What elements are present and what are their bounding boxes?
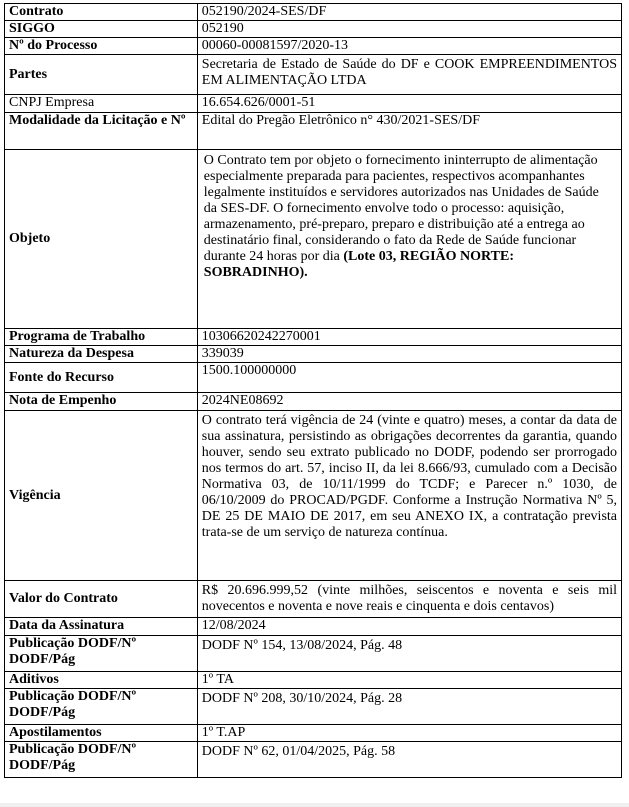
value-natureza: 339039 bbox=[197, 346, 621, 363]
label-empenho: Nota de Empenho bbox=[5, 393, 198, 411]
label-aditivos: Aditivos bbox=[5, 672, 198, 689]
row-natureza bbox=[5, 346, 622, 363]
value-apostilamentos: 1º T.AP bbox=[197, 725, 621, 742]
value-publicacao-1: DODF Nº 154, 13/08/2024, Pág. 48 bbox=[197, 636, 621, 672]
label-partes: Partes bbox=[5, 55, 198, 95]
label-publicacao-3: Publicação DODF/Nº DODF/Pág bbox=[5, 742, 198, 778]
label-publicacao-1: Publicação DODF/Nº DODF/Pág bbox=[5, 636, 198, 672]
row-empenho bbox=[5, 393, 622, 411]
label-publicacao-2: Publicação DODF/Nº DODF/Pág bbox=[5, 689, 198, 725]
objeto-lote: (Lote 03, REGIÃO NORTE: SOBRADINHO). bbox=[203, 249, 514, 280]
row-objeto bbox=[5, 150, 622, 329]
value-programa: 10306620242270001 bbox=[197, 329, 621, 346]
row-cnpj bbox=[5, 95, 622, 113]
value-modalidade: Edital do Pregão Eletrônico n° 430/2021-SES/DF bbox=[197, 113, 621, 150]
row-processo bbox=[5, 38, 622, 55]
page-bottom-strip bbox=[0, 803, 629, 807]
value-publicacao-3: DODF Nº 62, 01/04/2025, Pág. 58 bbox=[197, 742, 621, 778]
label-apostilamentos: Apostilamentos bbox=[5, 725, 198, 742]
label-modalidade: Modalidade da Licitação e Nº bbox=[5, 113, 198, 150]
value-processo: 00060-00081597/2020-13 bbox=[197, 38, 621, 55]
label-natureza: Natureza da Despesa bbox=[5, 346, 198, 363]
label-siggo: SIGGO bbox=[5, 21, 198, 38]
label-programa: Programa de Trabalho bbox=[5, 329, 198, 346]
row-assinatura bbox=[5, 618, 622, 636]
value-cnpj: 16.654.626/0001-51 bbox=[197, 95, 621, 113]
row-siggo bbox=[5, 21, 622, 38]
value-vigencia: O contrato terá vigência de 24 (vinte e quatro) meses, a contar da data de sua assinatura, persistindo as obrigações decorrentes da garantia, quando houver, sendo seu extrato publicado no DODF, podendo ser prorrogado nos termos do art. 57, inciso II, da lei 8.666/93, cumulado com a Decisão Normativa 03, de 10/11/1999 do TCDF; e Parecer n.º 1030, de 06/10/2009 do PROCAD/PGDF. Conforme a Instrução Normativa Nº 5, DE 25 DE MAIO DE 2017, em seu ANEXO IX, a contratação prevista trata-se de um serviço de natureza contínua. bbox=[197, 411, 621, 581]
row-contrato bbox=[5, 4, 622, 21]
value-empenho: 2024NE08692 bbox=[197, 393, 621, 411]
label-fonte: Fonte do Recurso bbox=[5, 363, 198, 393]
label-vigencia: Vigência bbox=[5, 411, 198, 581]
row-modalidade bbox=[5, 113, 622, 150]
label-contrato: Contrato bbox=[5, 4, 198, 21]
row-partes bbox=[5, 55, 622, 95]
value-publicacao-2: DODF Nº 208, 30/10/2024, Pág. 28 bbox=[197, 689, 621, 725]
value-contrato: 052190/2024-SES/DF bbox=[197, 4, 621, 21]
objeto-text: O Contrato tem por objeto o fornecimento ininterrupto de alimentação especialmente preparada para pacientes, respectivos acompanhantes legalmente instituídos e servidores autorizados nas Unidades de Saúde da SES-DF. O fornecimento envolve todo o processo: aquisição, armazenamento, pré-preparo, preparo e distribuição até a entrega ao destinatário final, considerando o fato da Rede de Saúde funcionar durante 24 horas por dia bbox=[203, 153, 599, 264]
row-publicacao-3 bbox=[5, 742, 622, 778]
label-assinatura: Data da Assinatura bbox=[5, 618, 198, 636]
value-siggo: 052190 bbox=[197, 21, 621, 38]
contract-summary-table bbox=[4, 3, 622, 778]
value-objeto bbox=[197, 150, 621, 329]
row-vigencia bbox=[5, 411, 622, 581]
row-programa bbox=[5, 329, 622, 346]
row-publicacao-2 bbox=[5, 689, 622, 725]
value-fonte: 1500.100000000 bbox=[197, 363, 621, 393]
value-aditivos: 1º TA bbox=[197, 672, 621, 689]
label-cnpj: CNPJ Empresa bbox=[5, 95, 198, 113]
value-valor: R$ 20.696.999,52 (vinte milhões, seiscentos e noventa e seis mil novecentos e noventa e nove reais e cinquenta e dois centavos) bbox=[197, 581, 621, 618]
value-assinatura: 12/08/2024 bbox=[197, 618, 621, 636]
row-apostilamentos bbox=[5, 725, 622, 742]
row-publicacao-1 bbox=[5, 636, 622, 672]
label-processo: Nº do Processo bbox=[5, 38, 198, 55]
row-fonte bbox=[5, 363, 622, 393]
label-valor: Valor do Contrato bbox=[5, 581, 198, 618]
row-aditivos bbox=[5, 672, 622, 689]
label-objeto: Objeto bbox=[5, 150, 198, 329]
value-partes: Secretaria de Estado de Saúde do DF e COOK EMPREENDIMENTOS EM ALIMENTAÇÃO LTDA bbox=[197, 55, 621, 95]
row-valor bbox=[5, 581, 622, 618]
